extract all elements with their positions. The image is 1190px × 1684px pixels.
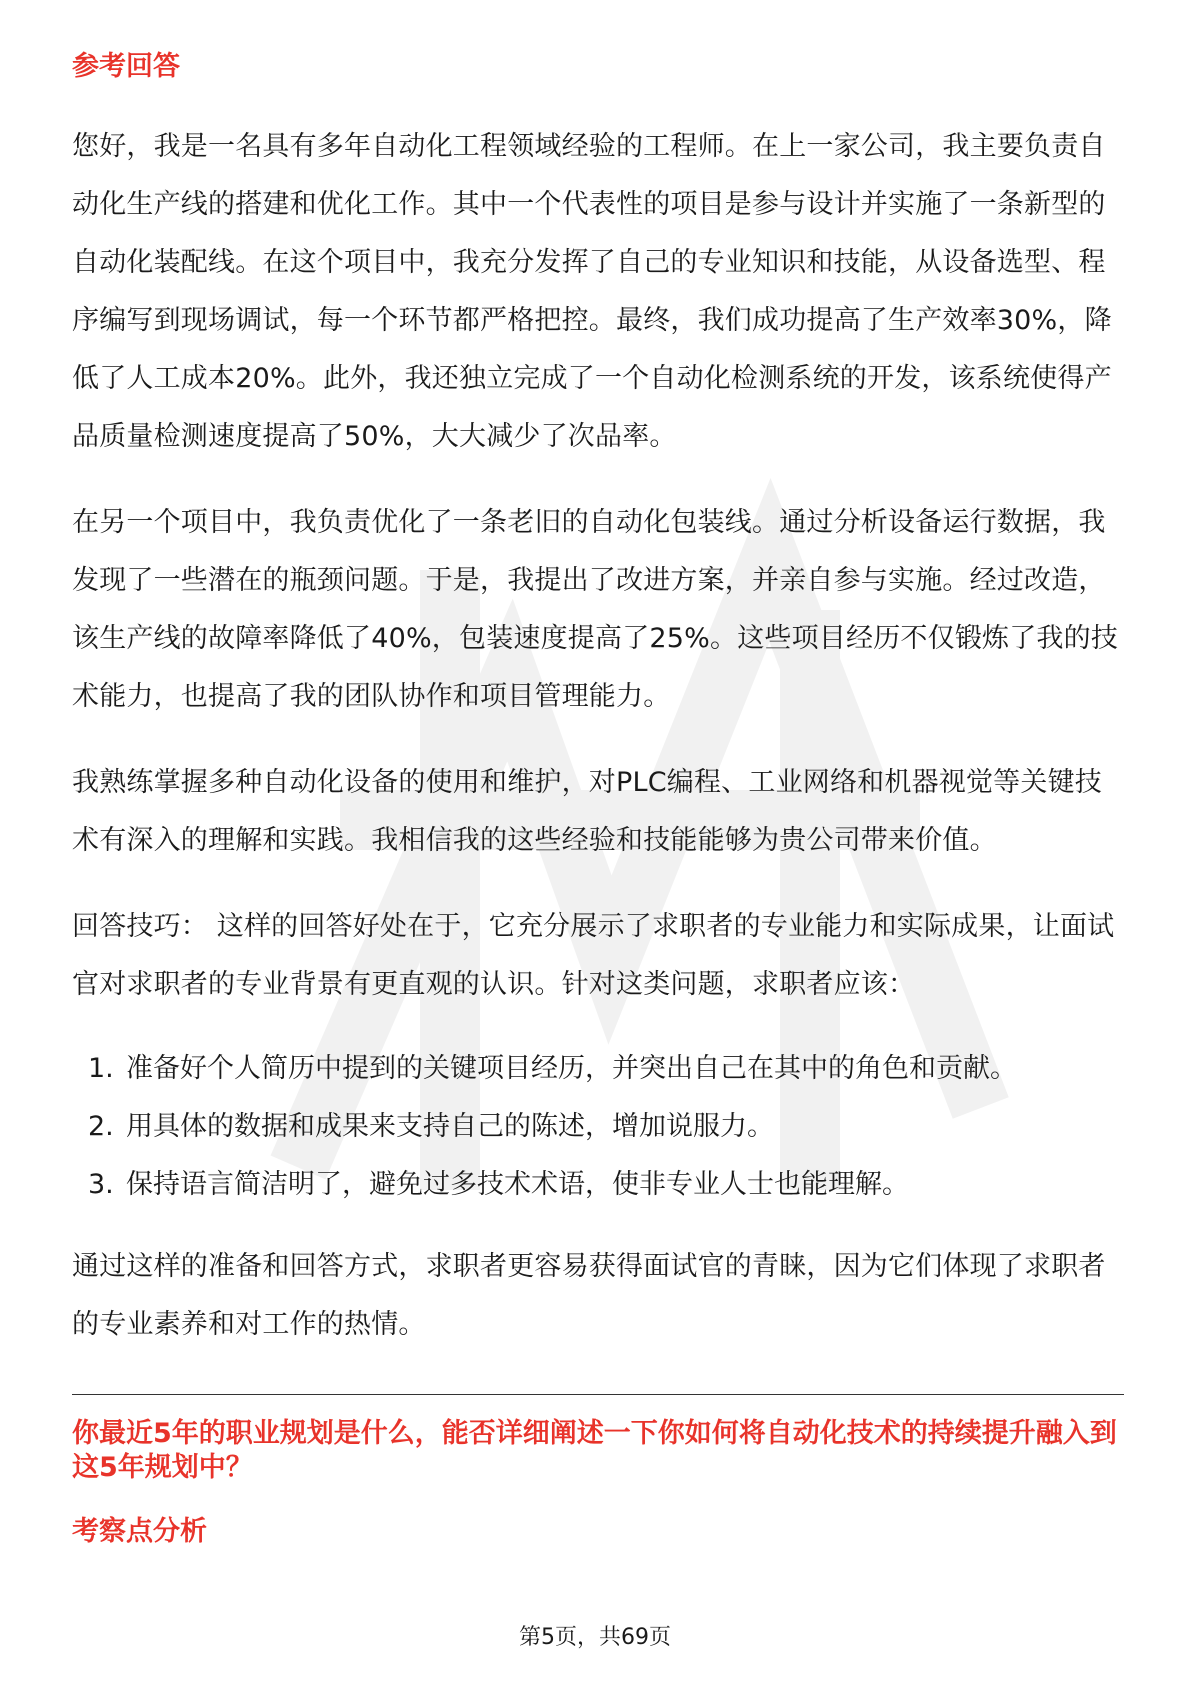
main-content bbox=[72, 50, 1122, 1549]
list-item bbox=[72, 1156, 1122, 1214]
list-item-number: 3. bbox=[88, 1169, 114, 1200]
list-item bbox=[72, 1040, 1122, 1098]
page-number-footer: 第5页，共69页 bbox=[519, 1625, 671, 1650]
section-divider bbox=[72, 1394, 1124, 1395]
list-item-number: 1. bbox=[88, 1053, 114, 1084]
list-item-text: 保持语言简洁明了，避免过多技术术语，使非专业人士也能理解。 bbox=[126, 1169, 909, 1200]
tips-list bbox=[72, 1040, 1122, 1214]
answer-tips-paragraph: 回答技巧： 这样的回答好处在于，它充分展示了求职者的专业能力和实际成果，让面试官对求职者的专业背景有更直观的认识。针对这类问题，求职者应该： bbox=[72, 911, 1115, 1000]
list-item-number: 2. bbox=[88, 1111, 114, 1142]
analysis-heading: 考察点分析 bbox=[72, 1516, 207, 1547]
list-item-text: 准备好个人简历中提到的关键项目经历，并突出自己在其中的角色和贡献。 bbox=[126, 1053, 1017, 1084]
answer-paragraph-3: 我熟练掌握多种自动化设备的使用和维护，对PLC编程、工业网络和机器视觉等关键技术有深入的理解和实践。我相信我的这些经验和技能能够为贵公司带来价值。 bbox=[72, 767, 1102, 856]
list-item bbox=[72, 1098, 1122, 1156]
reference-answer-heading: 参考回答 bbox=[72, 51, 180, 82]
closing-paragraph: 通过这样的准备和回答方式，求职者更容易获得面试官的青睐，因为它们体现了求职者的专业素养和对工作的热情。 bbox=[72, 1251, 1106, 1340]
answer-paragraph-1: 您好，我是一名具有多年自动化工程领域经验的工程师。在上一家公司，我主要负责自动化生产线的搭建和优化工作。其中一个代表性的项目是参与设计并实施了一条新型的自动化装配线。在这个项目中，我充分发挥了自己的专业知识和技能，从设备选型、程序编写到现场调试，每一个环节都严格把控。最终，我们成功提高了生产效率30%，降低了人工成本20%。此外，我还独立完成了一个自动化检测系统的开发，该系统使得产品质量检测速度提高了50%，大大减少了次品率。 bbox=[72, 131, 1112, 452]
answer-paragraph-2: 在另一个项目中，我负责优化了一条老旧的自动化包装线。通过分析设备运行数据，我发现了一些潜在的瓶颈问题。于是，我提出了改进方案，并亲自参与实施。经过改造，该生产线的故障率降低了40%，包装速度提高了25%。这些项目经历不仅锻炼了我的技术能力，也提高了我的团队协作和项目管理能力。 bbox=[72, 507, 1119, 712]
list-item-text: 用具体的数据和成果来支持自己的陈述，增加说服力。 bbox=[126, 1111, 774, 1142]
next-question-heading: 你最近5年的职业规划是什么，能否详细阐述一下你如何将自动化技术的持续提升融入到这5年规划中？ bbox=[72, 1418, 1117, 1483]
